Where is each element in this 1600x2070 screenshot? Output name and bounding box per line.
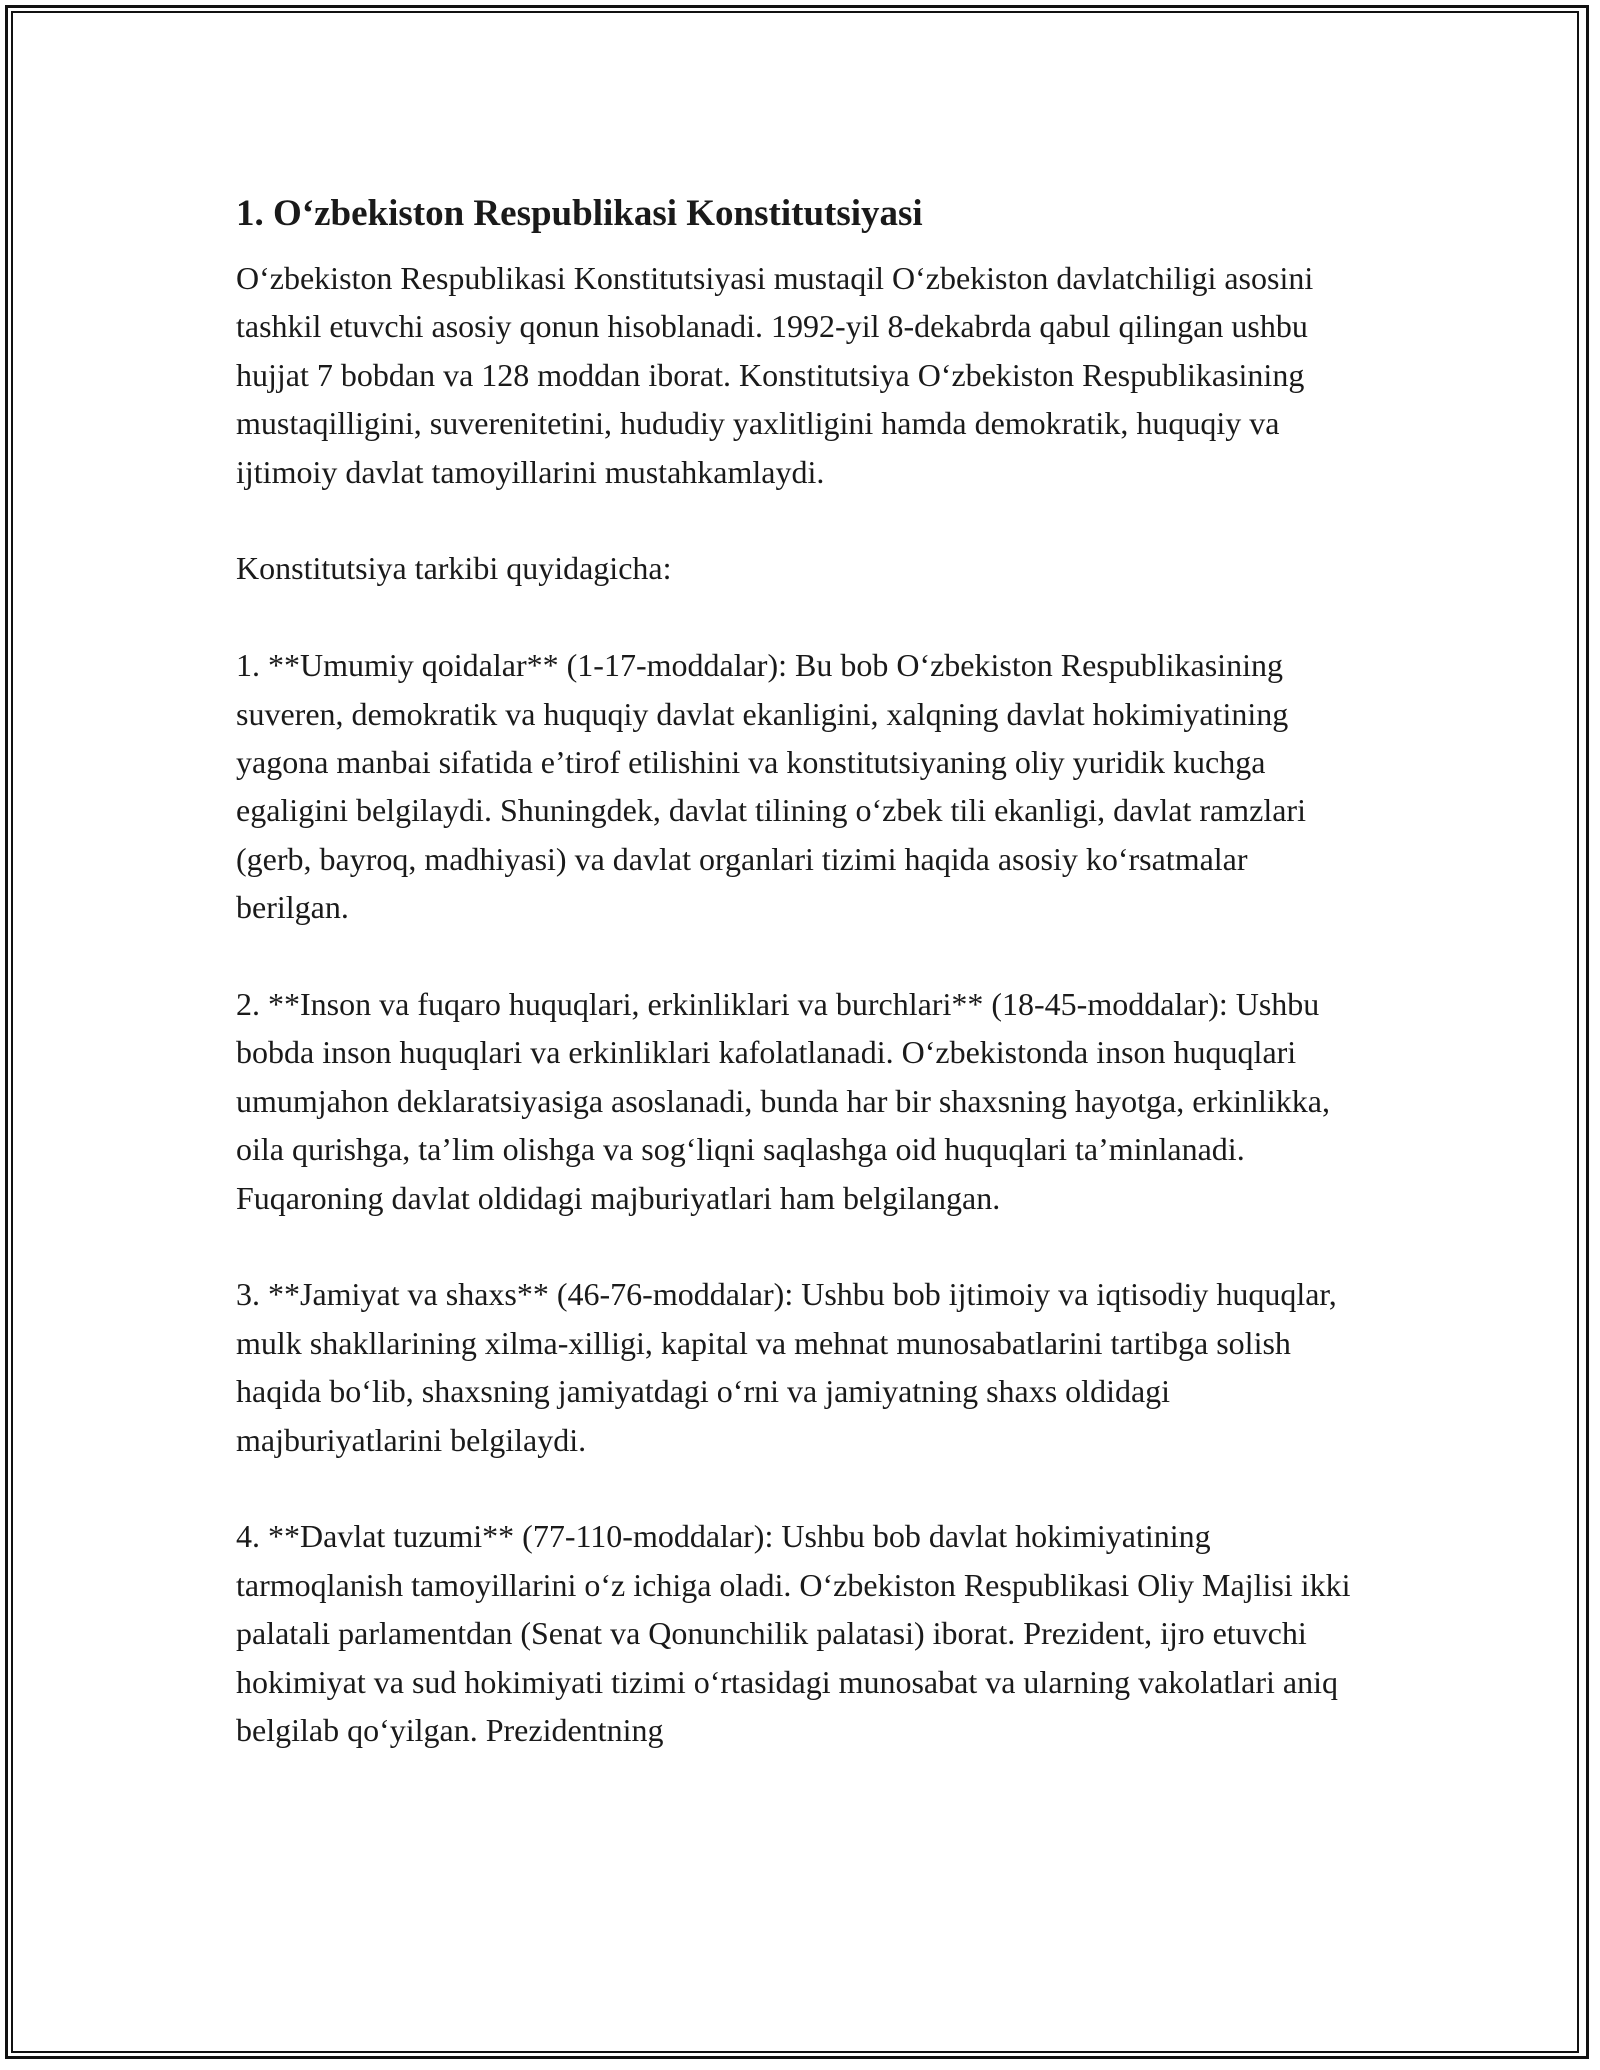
document-title: 1. O‘zbekiston Respublikasi Konstitutsiyasi bbox=[236, 193, 923, 234]
paragraph-chapter-2: 2. **Inson va fuqaro huquqlari, erkinliklari va burchlari** (18-45-moddalar): Ushbu bobda inson huquqlari va erkinliklari kafolatlanadi. O‘zbekistonda inson huquqlari umumjahon deklaratsiyasiga asoslanadi, bunda har bir shaxsning hayotga, erkinlikka, oila qurishga, ta’lim olishga va sog‘liqni saqlashga oid huquqlari ta’minlanadi. Fuqaroning davlat oldidagi majburiyatlari ham belgilangan. bbox=[236, 986, 1330, 1216]
paragraph-chapter-3: 3. **Jamiyat va shaxs** (46-76-moddalar): Ushbu bob ijtimoiy va iqtisodiy huquqlar, mulk shakllarining xilma-xilligi, kapital va mehnat munosabatlarini tartibga solish haqida bo‘lib, shaxsning jamiyatdagi o‘rni va jamiyatning shaxs oldidagi majburiyatlarini belgilaydi. bbox=[236, 1276, 1337, 1458]
paragraph-structure-heading: Konstitutsiya tarkibi quyidagicha: bbox=[236, 550, 672, 587]
paragraph-chapter-1: 1. **Umumiy qoidalar** (1-17-moddalar): Bu bob O‘zbekiston Respublikasining suveren, demokratik va huquqiy davlat ekanligini, xalqning davlat hokimiyatining yagona manbai sifatida e’tirof etilishini va konstitutsiyaning oliy yuridik kuchga egaligini belgilaydi. Shuningdek, davlat tilining o‘zbek tili ekanligi, davlat ramzlari (gerb, bayroq, madhiyasi) va davlat organlari tizimi haqida asosiy ko‘rsatmalar berilgan. bbox=[236, 647, 1306, 926]
paragraph-chapter-4: 4. **Davlat tuzumi** (77-110-moddalar): Ushbu bob davlat hokimiyatining tarmoqlanish tamoyillarini o‘z ichiga oladi. O‘zbekiston Respublikasi Oliy Majlisi ikki palatali parlamentdan (Senat va Qonunchilik palatasi) iborat. Prezident, ijro etuvchi hokimiyat va sud hokimiyati tizimi o‘rtasidagi munosabat va ularning vakolatlari aniq belgilab qo‘yilgan. Prezidentning bbox=[236, 1518, 1351, 1749]
document-body bbox=[236, 188, 1366, 1755]
paragraph-intro: O‘zbekiston Respublikasi Konstitutsiyasi mustaqil O‘zbekiston davlatchiligi asosini tashkil etuvchi asosiy qonun hisoblanadi. 1992-yil 8-dekabrda qabul qilingan ushbu hujjat 7 bobdan va 128 moddan iborat. Konstitutsiya O‘zbekiston Respublikasining mustaqilligini, suverenitetini, hududiy yaxlitligini hamda demokratik, huquqiy va ijtimoiy davlat tamoyillarini mustahkamlaydi. bbox=[236, 260, 1314, 490]
